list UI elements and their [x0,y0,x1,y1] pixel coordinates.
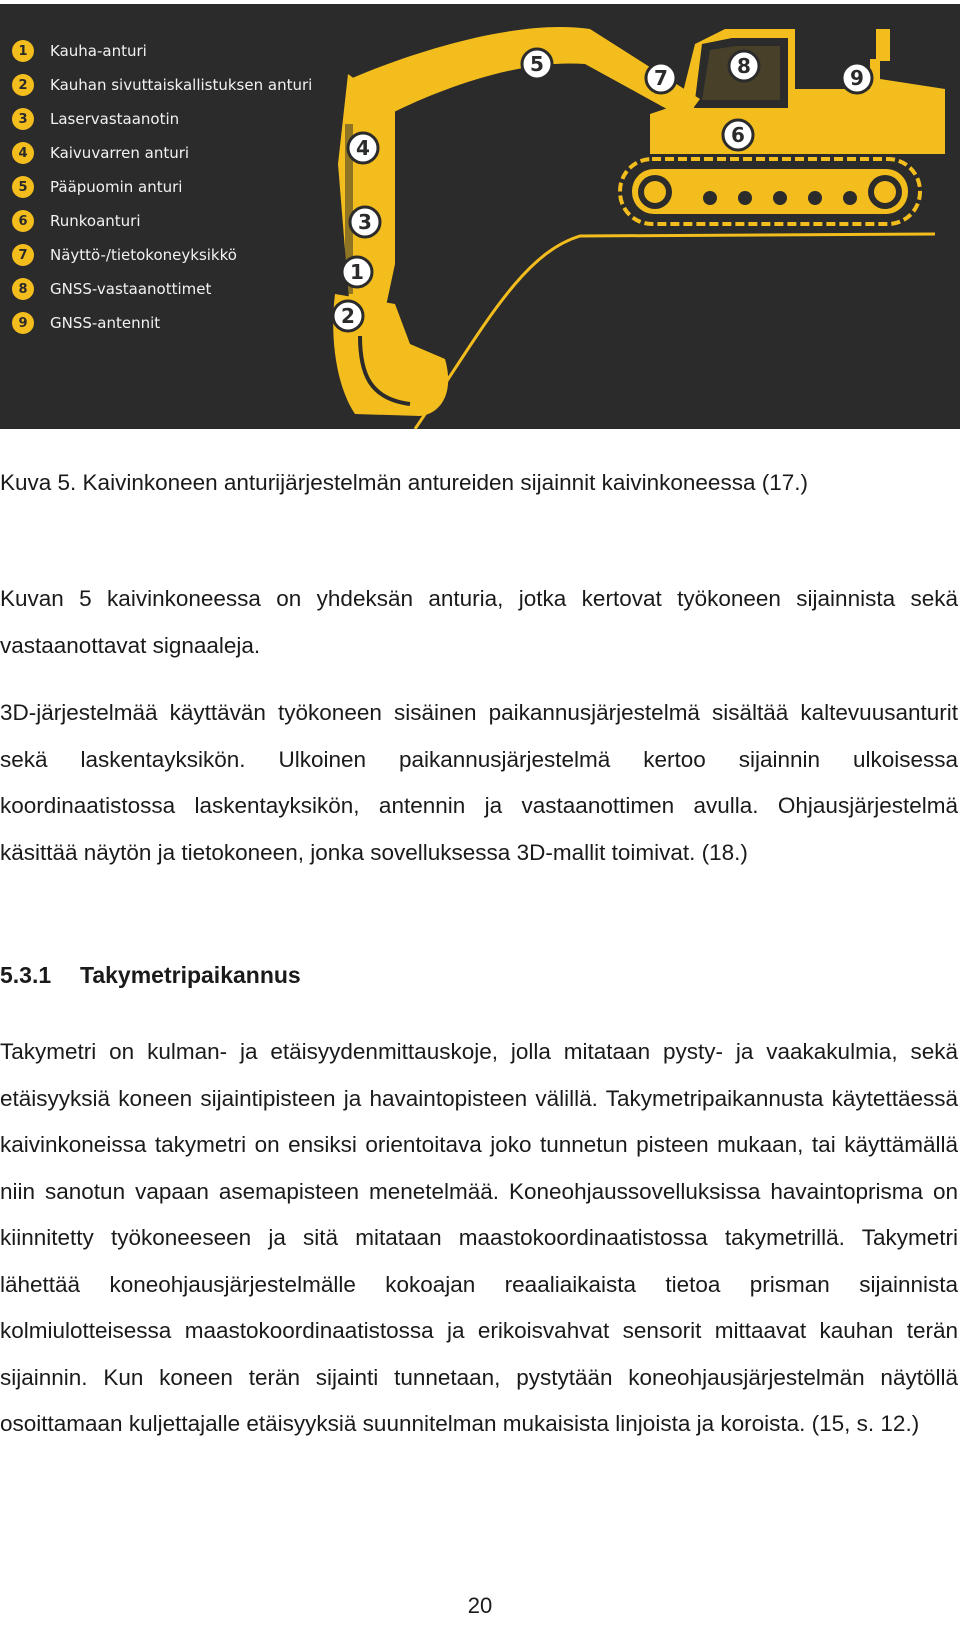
legend-item [12,34,312,68]
legend-number: 7 [12,244,34,266]
sensor-marker-9 [842,63,872,93]
legend-item [12,238,312,272]
legend-label: GNSS-vastaanottimet [50,280,212,298]
section-heading [0,962,301,989]
paragraph: Kuvan 5 kaivinkoneessa on yhdeksän anturia, jotka kertovat työkoneen sijainnista sekä vastaanottavat signaaleja. [0,586,958,658]
legend-label: Laservastaanotin [50,110,180,128]
legend-label: Pääpuomin anturi [50,178,183,196]
legend-item [12,272,312,306]
legend-number: 1 [12,40,34,62]
legend-label: GNSS-antennit [50,314,161,332]
sensor-marker-label: 6 [731,123,745,147]
sensor-marker-4 [348,133,378,163]
sensor-marker-label: 5 [530,52,544,76]
sensor-marker-label: 8 [737,54,751,78]
figure-caption: Kuva 5. Kaivinkoneen anturijärjestelmän antureiden sijainnit kaivinkoneessa (17.) [0,470,808,495]
legend-label: Näyttö-/tietokoneyksikkö [50,246,237,264]
legend-number: 6 [12,210,34,232]
legend-label: Runkoanturi [50,212,141,230]
legend-label: Kauha-anturi [50,42,147,60]
sensor-marker-7 [646,63,676,93]
legend-label: Kauhan sivuttaiskallistuksen anturi [50,76,313,94]
section-number: 5.3.1 [0,962,52,988]
legend-item [12,170,312,204]
sensor-marker-5 [522,49,552,79]
sensor-marker-1 [342,257,372,287]
sensor-marker-8 [729,51,759,81]
legend-label: Kaivuvarren anturi [50,144,190,162]
sensor-marker-label: 9 [850,66,864,90]
sensor-marker-2 [333,301,363,331]
sensor-marker-6 [723,120,753,150]
legend-item [12,102,312,136]
sensor-marker-3 [350,207,380,237]
legend-number: 5 [12,176,34,198]
legend-number: 9 [12,312,34,334]
legend-number: 2 [12,74,34,96]
excavator-figure [0,4,960,429]
sensor-marker-label: 7 [654,66,668,90]
legend-number: 4 [12,142,34,164]
sensor-legend [12,34,312,340]
sensor-marker-label: 3 [358,210,372,234]
legend-number: 8 [12,278,34,300]
legend-item [12,68,312,102]
sensor-marker-label: 1 [350,260,364,284]
legend-item [12,136,312,170]
page-number: 20 [467,1593,493,1618]
legend-item [12,306,312,340]
sensor-marker-label: 2 [341,304,355,328]
paragraph: Takymetri on kulman- ja etäisyydenmittauskoje, jolla mitataan pysty- ja vaakakulmia, sekä etäisyyksiä koneen sijaintipisteen ja havaintopisteen välillä. Takymetripaikannusta käytettäessä kaivinkoneissa takymetri on ensiksi orientoitava joko tunnetun pisteen mukaan, tai käyttämällä niin sanotun vapaan asemapisteen menetelmää. Koneohjaussovelluksissa havaintoprisma on kiinnitetty työkoneeseen ja sitä mitataan maastokoordinaatistossa takymetrillä. Takymetri lähettää koneohjausjärjestelmälle kokoajan reaaliaikaista tietoa prisman sijainnista kolmiulotteisessa maastokoordinaatistossa ja erikoisvahvat sensorit mittaavat kauhan terän sijainnin. Kun koneen terän sijainti tunnetaan, pystytään koneohjausjärjestelmän näytöllä osoittamaan kuljettajalle etäisyyksiä suunnitelman mukaisista linjoista ja koroista. (15, s. 12.) [0,1039,958,1436]
legend-number: 3 [12,108,34,130]
sensor-marker-label: 4 [356,136,370,160]
legend-item [12,204,312,238]
paragraph: 3D-järjestelmää käyttävän työkoneen sisäinen paikannusjärjestelmä sisältää kaltevuusanturit sekä laskentayksikön. Ulkoinen paikannusjärjestelmä kertoo sijainnin ulkoisessa koordinaatistossa laskentayksikön, antennin ja vastaanottimen avulla. Ohjausjärjestelmä käsittää näytön ja tietokoneen, jonka sovelluksessa 3D-mallit toimivat. (18.) [0,700,958,865]
section-title: Takymetripaikannus [80,962,301,988]
